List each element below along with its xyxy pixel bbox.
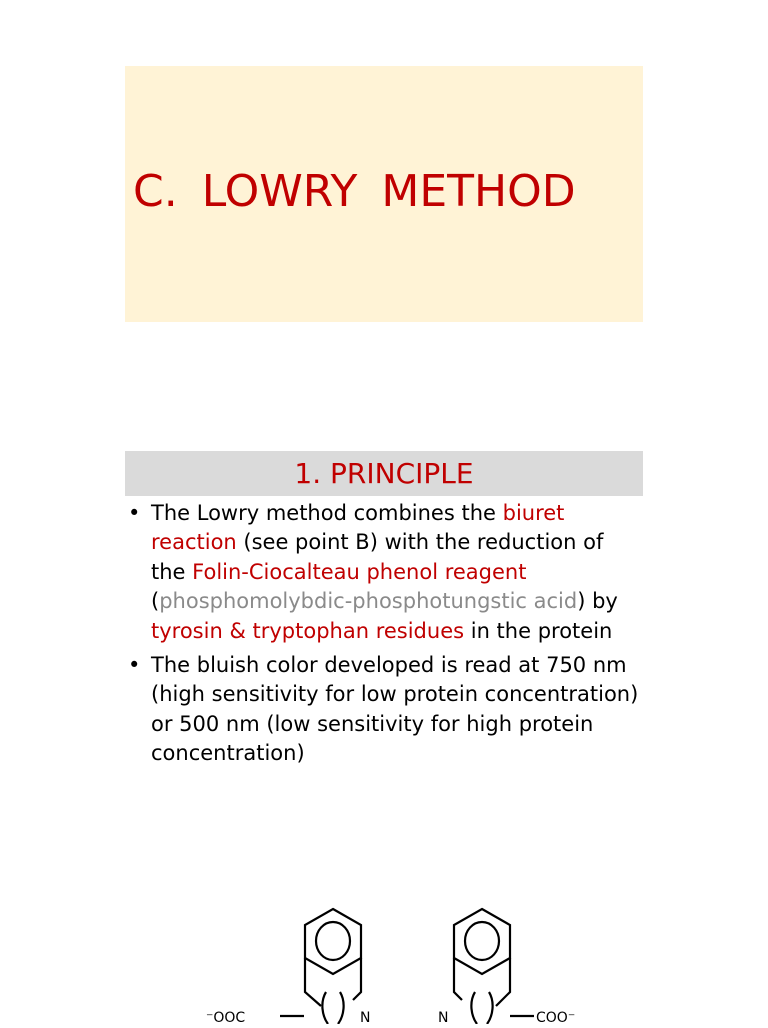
chemical-structure-figure	[200, 900, 580, 1024]
title-slide	[125, 66, 643, 322]
bullet-text-segment: The Lowry method combines the	[151, 501, 503, 525]
bullet-marker: •	[128, 501, 141, 525]
bullet-item	[128, 651, 643, 769]
right-upper-ring	[454, 909, 510, 974]
left-quinoline-rings	[280, 909, 361, 1024]
left-lower-aromatic-arc	[338, 992, 344, 1024]
left-upper-aromatic-circle	[316, 922, 350, 960]
section-heading: 1. PRINCIPLE	[294, 457, 474, 490]
chemical-structure-drawing	[200, 900, 580, 1024]
bullet-marker: •	[128, 653, 141, 678]
bullet-text-segment: ) by	[577, 589, 618, 614]
left-lower-aromatic-arc	[322, 992, 328, 1024]
bullet-text: The bluish color developed is read at 750 nm (high sensitivity for low protein concentration) or 500 nm (low sensitivity for high protein concentration)	[151, 653, 639, 766]
bullet-text-segment: (see point B) with the reduction of the	[151, 530, 604, 584]
left-carboxylate-label: ⁻OOC	[206, 1010, 246, 1024]
right-lower-aromatic-arc	[471, 992, 477, 1024]
right-lower-ring-left	[454, 958, 462, 1000]
highlight-residues: tyrosin & tryptophan residues	[151, 618, 465, 643]
section-heading-bar	[125, 451, 643, 496]
left-upper-ring	[305, 909, 361, 974]
right-quinoline-rings	[454, 909, 534, 1024]
slide-title: C. LOWRY METHOD	[133, 166, 576, 217]
bullet-text-segment: (	[151, 589, 160, 614]
right-lower-aromatic-arc	[487, 992, 493, 1024]
highlight-folin-reagent: Folin-Ciocalteau phenol reagent	[192, 559, 527, 584]
left-nitrogen-label: N	[360, 1010, 371, 1024]
highlight-biuret-reaction: biuret reaction	[151, 501, 565, 555]
left-lower-ring-right	[353, 958, 361, 1000]
bullet-item	[128, 499, 643, 646]
principle-bullet-list	[128, 499, 643, 774]
highlight-acid-name: phosphomolybdic-phosphotungstic acid	[159, 589, 578, 614]
right-upper-aromatic-circle	[465, 922, 499, 960]
bullet-text-segment: in the protein	[464, 618, 613, 643]
bullet-text	[151, 501, 618, 643]
right-nitrogen-label: N	[438, 1010, 449, 1024]
right-carboxylate-label: COO⁻	[536, 1010, 576, 1024]
